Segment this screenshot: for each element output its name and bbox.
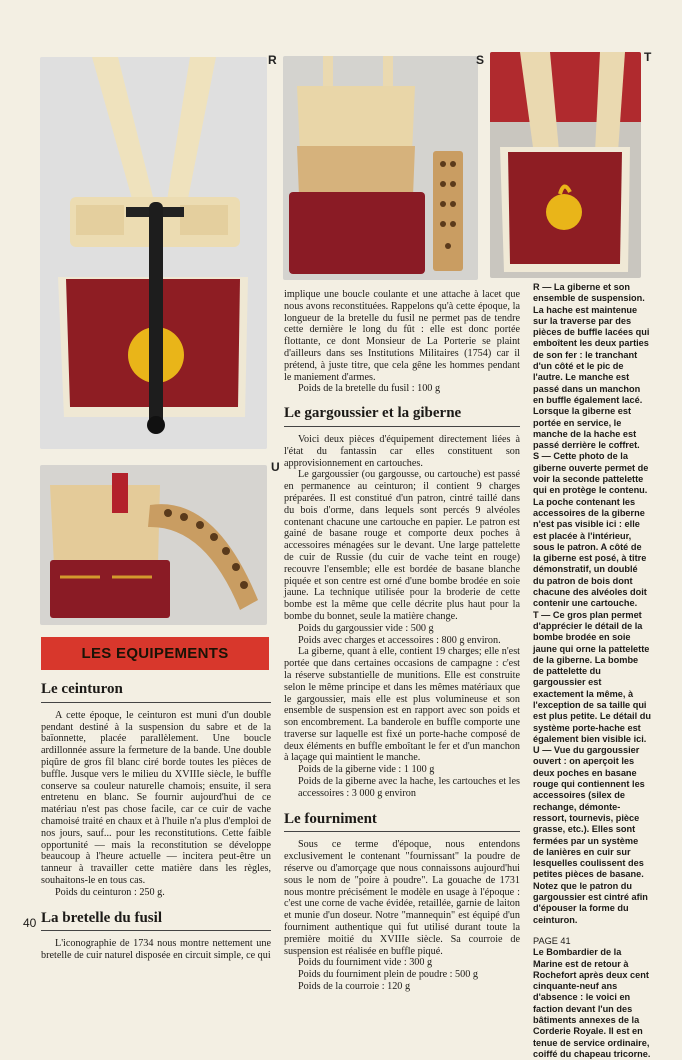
bretelle-heading: La bretelle du fusil xyxy=(41,909,162,926)
giberne-weight-full: Poids de la giberne avec la hache, les cartouches et les accessoires : 3 000 g environ xyxy=(298,776,520,799)
photo-letter-s: S xyxy=(476,53,485,67)
divider xyxy=(41,702,271,703)
gargoussier-open-image xyxy=(40,465,267,625)
fourniment-weight-full: Poids du fourniment plein de poudre : 500 g xyxy=(298,969,478,981)
gargoussier-weight-full: Poids avec charges et accessoires : 800 g environ. xyxy=(298,634,501,646)
ceinturon-body: A cette époque, le ceinturon est muni d'un double pendant destiné à la suspension du sabre et de la baïonnette, placée parallèlement. Une boucle ardillonnée assure la fermeture de la bande. Une double piqûre de gros fil blanc ciré borde toutes les pièces de buffle. Jusque vers le milieu du XVIIIe siècle, le buffle conserve sa couleur naturelle chamois; ensuite, il sera entretenu en blanc. Se fournir aujourd'hui de ce matériau n'est pas chose facile, car ce cuir de vache chamoisé traité en chaux et à l'huile n'a plus d'emploi de nos jours, sauf... pour les reconstitutions. Cette faible opportunité — mais la reconstitution se développe beaucoup à l'heure actuelle — incitera peut-être un tanneur à travailler cette matière dans les règles, souhaitons-le en tous cas. xyxy=(41,709,271,886)
photo-letter-u: U xyxy=(271,460,280,474)
section-banner: LES EQUIPEMENTS xyxy=(41,637,269,670)
bombe-closeup-image xyxy=(490,52,641,278)
fourniment-weight-empty: Poids du fourniment vide : 300 g xyxy=(298,957,433,969)
bretelle-weight: Poids de la bretelle du fusil : 100 g xyxy=(298,383,441,395)
column-middle xyxy=(284,289,520,993)
page-reference: PAGE 41 xyxy=(533,935,571,946)
divider xyxy=(284,831,520,832)
divider xyxy=(284,426,520,427)
caption-t: T — Ce gros plan permet d'apprécier le détail de la bombe brodée en soie jaune qui orne la pattelette de la giberne. La bombe de pattelette du gargoussier est exactement la même, à l'exception de sa taille qui est plus petite. Le détail du système porte-hache est également bien visible ici. xyxy=(533,609,651,744)
giberne-suspension-image xyxy=(40,57,267,449)
ceinturon-weight: Poids du ceinturon : 250 g. xyxy=(55,886,165,898)
giberne-description: La giberne, quant à elle, contient 19 charges; elle n'est portée que dans certaines occasions de campagne : c'est la réserve substantielle de munitions. Elle est construite selon le même principe et dans les mêmes matériaux que le gargoussier, mais elle est plus volumineuse et son ensemble de suspension est en rapport avec son poids et son encombrement. La banderole en buffle comporte une traverse sur laquelle est fixé un porte-hache composé de deux éléments en buffle emboîtant le fer et d'un manchon à laçage qui maintient le manche. xyxy=(284,646,520,764)
page-number: 40 xyxy=(23,916,37,930)
giberne-weight-empty: Poids de la giberne vide : 1 100 g xyxy=(298,764,435,776)
gargoussier-description: Le gargoussier (ou gargousse, ou cartouche) est passé en permanence au ceinturon; il contient 9 charges préparées. Il est constitué d'un patron, cintré taillé dans du bois d'orme, dans lequels sont percés 9 alvéoles contenant chacune une cartouche en papier. Le patron est gainé de basane rouge et comporte deux poches à accessoires ménagées sur le devant. Une large pattelette de cuir de Russie (du cuir de vache teint en rouge) recouvre l'ensemble; elle est bordée de basane blanche piquée et son centre est orné d'une bombe brodée en soie jaune. La technique utilisée pour la broderie de cette bombe est la même que celle décrite plus haut pour la bombe du bonnet, seule la matière change. xyxy=(284,469,520,622)
gargoussier-heading: Le gargoussier et la giberne xyxy=(284,405,462,422)
fourniment-body: Sous ce terme d'époque, nous entendons exclusivement le contenant "fournissant" la poudre de réserve ou d'amorçage que nous connaissons aujourd'hui sous le nom de "poire à poudre". La gouache de 1731 nous montre précisément le modèle en usage à l'époque : c'est une corne de vache évidée, retaillée, garnie de laiton et munie d'un doseur. Notre "mannequin" est équipé d'un fourniment authentique qui fut utilisé durant toute la première moitié du XVIIIe siècle. Sa courroie de suspension est réalisée en buffle piqué. xyxy=(284,839,520,957)
caption-bombardier: Le Bombardier de la Marine est de retour à Rochefort après deux cent cinquante-neuf ans d'absence : le voici en faction devant l'un des bâtiments annexes de la Corderie Royale. Il est en tenue de service ordinaire, coiffé du chapeau tricorne. xyxy=(533,947,651,1059)
column-left xyxy=(41,681,271,962)
caption-u: U — Vue du gargoussier ouvert : on aperçoit les deux poches en basane rouge qui contiennent les accessoires (silex de rechange, démonte-ressort, tournevis, pièce grasse, etc.). Elles sont fermées par un système de lanières en cuir sur lesquelles coulissent des petites pièces de basane. Notez que le patron du gargoussier est cintré afin d'épouser la forme du ceinturon. xyxy=(533,745,648,925)
captions-column xyxy=(533,282,651,1060)
divider xyxy=(41,930,271,931)
bretelle-continued: implique une boucle coulante et une attache à lacet que nous avons reconstituées. Rappelons qu'à cette époque, la longueur de la bretelle du fusil ne permet pas de tendre cette dernière le long du fût : elle est donc portée flottante, ce dont Monsieur de La Porterie se plaint d'ailleurs dans ses Institutions Militaires (1754) car il prétend, à juste titre, que cela gêne les hommes pendant le maniement d'armes. xyxy=(284,289,520,383)
caption-r: R — La giberne et son ensemble de suspension. La hache est maintenue sur la traverse par des pièces de buffle lacées qui emboîtent les deux parties de son fer : le tranchant d'un côté et le pic de l'autre. Le manche est passé dans un manchon en buffle également lacé. Lorsque la giberne est portée en service, le manche de la hache est passé derrière le coffret. xyxy=(533,282,650,451)
ceinturon-heading: Le ceinturon xyxy=(41,681,123,697)
photo-giberne-suspension xyxy=(40,57,267,449)
gargoussier-intro: Voici deux pièces d'équipement directement liées à l'état du fantassin car elles constituent son approvisionnement en cartouches. xyxy=(284,433,520,469)
bretelle-body: L'iconographie de 1734 nous montre nettement une bretelle de cuir naturel disposée en circuit simple, ce qui xyxy=(41,938,271,962)
photo-giberne-open xyxy=(283,56,478,280)
photo-letter-r: R xyxy=(268,53,277,67)
photo-gargoussier-open xyxy=(40,465,267,625)
photo-bombe-closeup xyxy=(490,52,641,278)
caption-s: S — Cette photo de la giberne ouverte permet de voir la seconde pattelette qui en protège le contenu. La poche contenant les accessoires de la giberne n'est pas visible ici : elle est placée à l'intérieur, sous le patron. A côté de la giberne est posé, à titre démonstratif, un doublé du patron de bois dont chacune des alvéoles doit contenir une cartouche. xyxy=(533,451,649,609)
fourniment-heading: Le fourniment xyxy=(284,810,377,827)
photo-letter-t: T xyxy=(644,50,652,64)
gargoussier-weight-empty: Poids du gargoussier vide : 500 g xyxy=(298,622,434,634)
courroie-weight: Poids de la courroie : 120 g xyxy=(298,981,411,993)
giberne-open-image xyxy=(283,56,478,280)
